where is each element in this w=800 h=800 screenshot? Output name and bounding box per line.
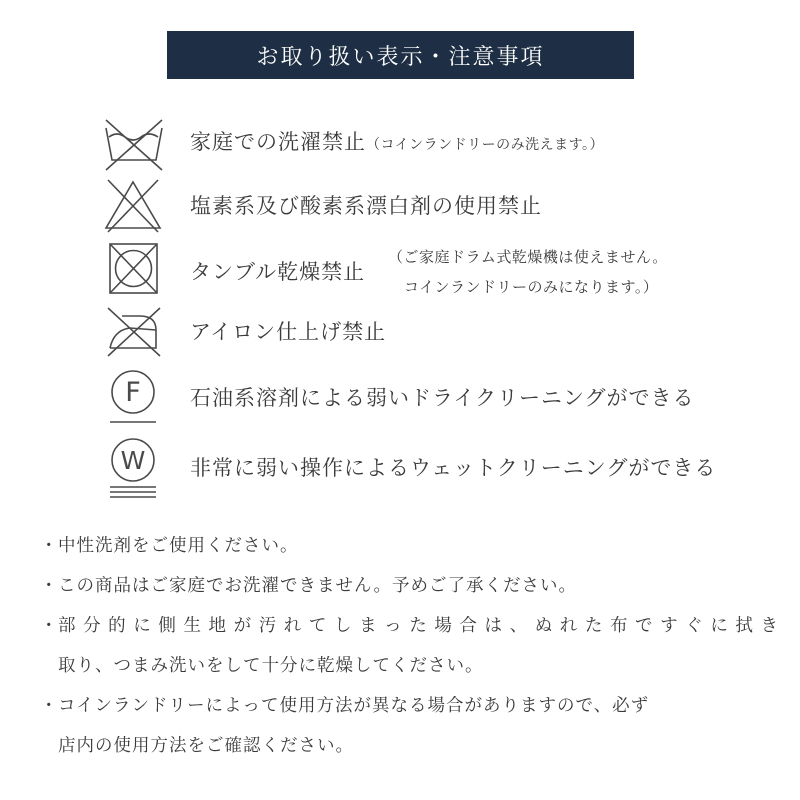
notes-list [40,526,780,766]
care-text: 塩素系及び酸素系漂白剤の使用禁止 [190,194,542,218]
care-row-no-bleach [0,176,800,236]
care-row-petroleum-dry-clean [0,364,800,428]
care-text: 家庭での洗濯禁止 [190,130,366,154]
care-note-line-1: （ご家庭ドラム式乾燥機は使えません。 [388,248,668,266]
care-text: タンブル乾燥禁止 [190,260,366,284]
care-text: 石油系溶剤による弱いドライクリーニングができる [190,386,695,410]
care-row-no-tumble-dry [0,240,800,300]
gentle-wet-clean-icon [100,432,166,500]
note-item [40,566,780,606]
note-text-cont: 店内の使用方法をご確認ください。 [58,736,354,756]
note-text: 部分的に側生地が汚れてしまった場合は、ぬれた布ですぐに拭き [58,616,780,636]
note-item [40,686,780,766]
no-home-wash-icon [100,114,166,174]
note-text: コインランドリーによって使用方法が異なる場合がありますので、必ず [58,696,650,716]
svg-text:F: F [125,377,141,408]
svg-text:W: W [120,446,146,475]
note-text: 中性洗剤をご使用ください。 [58,536,299,556]
care-note: （コインランドリーのみ洗えます。） [366,137,604,153]
care-note-line-2: コインランドリーのみになります。） [404,278,659,296]
care-text: 非常に弱い操作によるウェットクリーニングができる [190,456,717,480]
no-tumble-dry-icon [100,240,166,300]
note-text-cont: 取り、つまみ洗いをして十分に乾燥してください。 [58,656,484,676]
note-text: この商品はご家庭でお洗濯できません。予めご了承ください。 [58,576,578,596]
note-bullet: ・ [40,576,59,596]
care-row-no-iron [0,302,800,358]
no-bleach-icon [100,176,166,236]
care-row-no-home-wash [0,112,800,172]
note-item [40,606,780,686]
note-bullet: ・ [40,696,59,716]
page-title: お取り扱い表示・注意事項 [167,31,634,79]
petroleum-dry-clean-icon [100,364,166,428]
care-row-gentle-wet-clean [0,432,800,500]
care-text: アイロン仕上げ禁止 [190,320,387,344]
no-iron-icon [100,302,166,362]
note-item [40,526,780,566]
note-bullet: ・ [40,536,59,556]
note-bullet: ・ [40,616,59,636]
